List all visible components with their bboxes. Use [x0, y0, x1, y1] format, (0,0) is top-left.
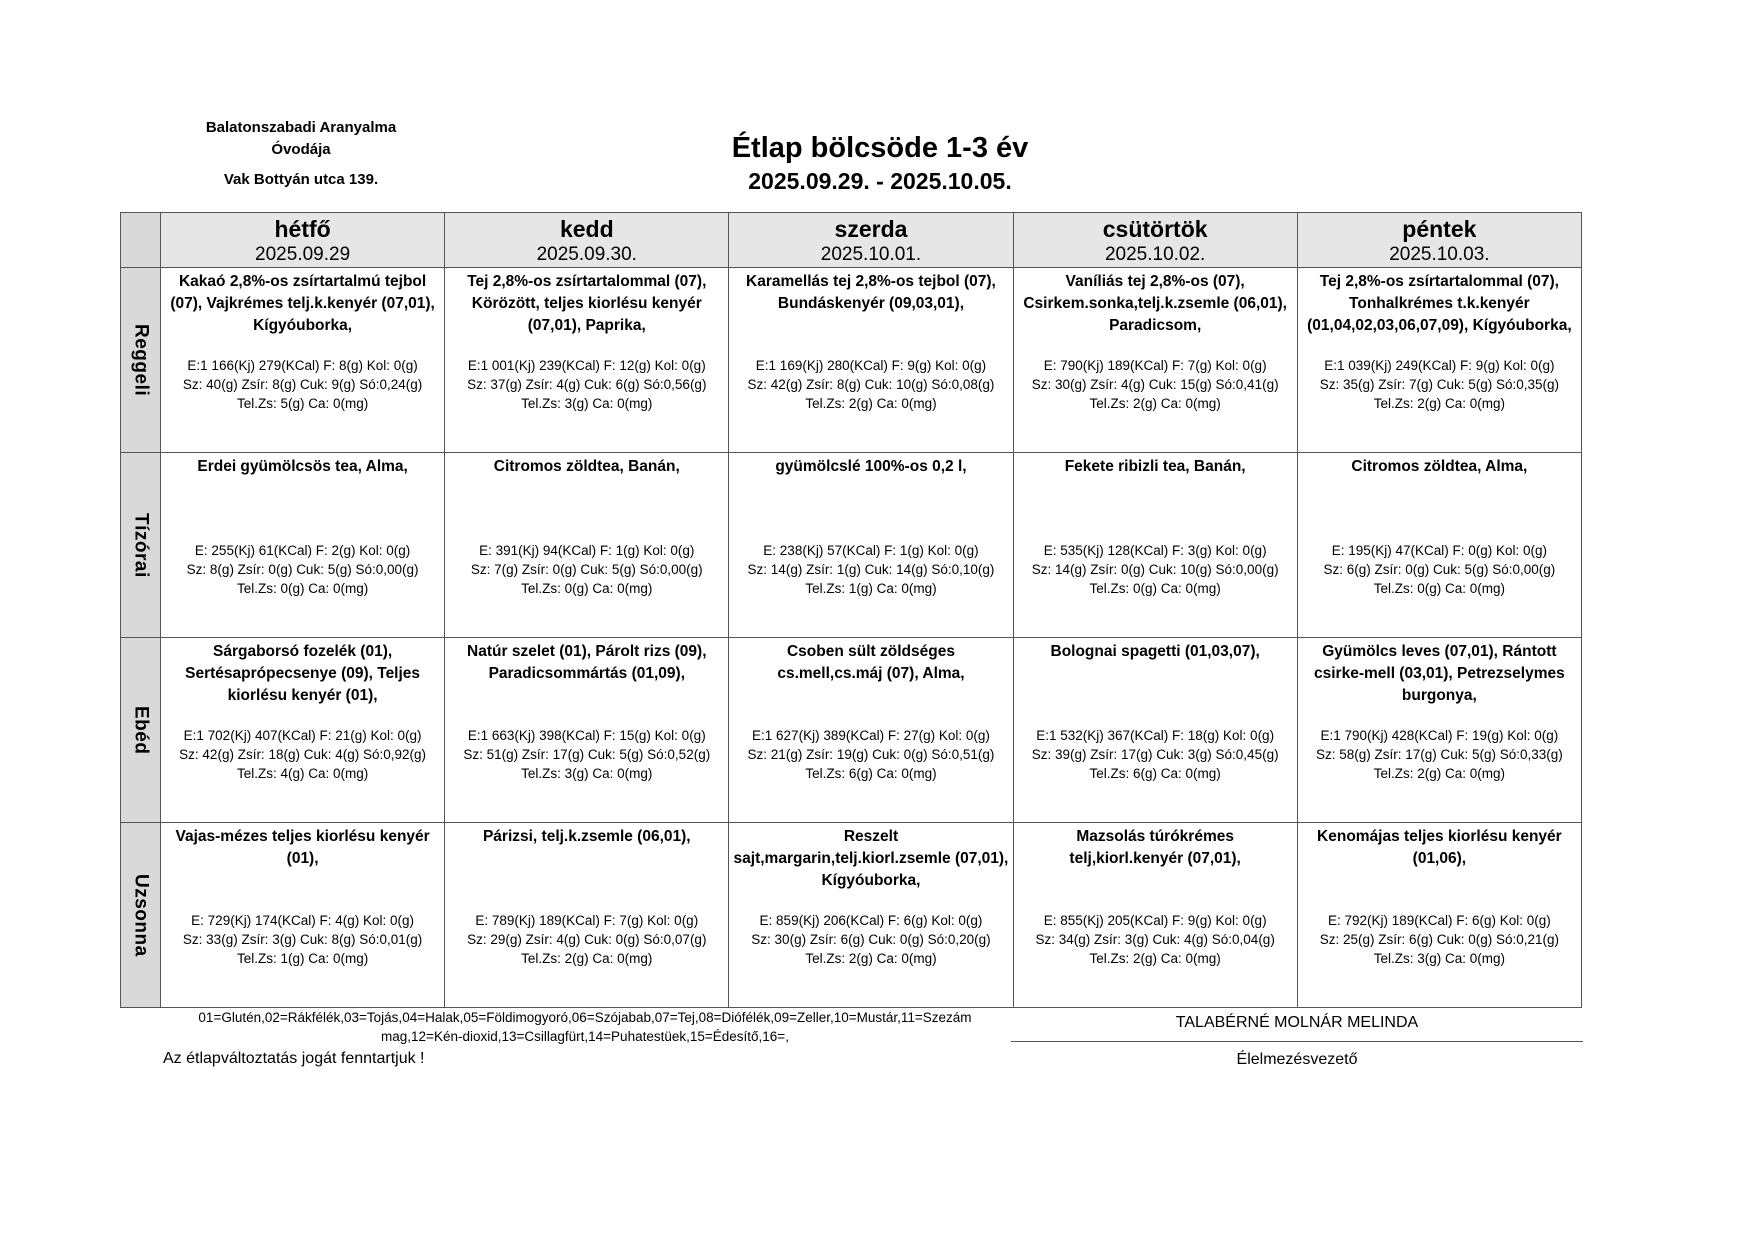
nutrition-info: E:1 663(Kj) 398(KCal) F: 15(g) Kol: 0(g) Sz: 51(g) Zsír: 17(g) Cuk: 5(g) Só:0,52(g) Tel.Zs: 3(g) Ca: 0(mg)	[463, 728, 711, 781]
signer-role: Élelmezésvezető	[1236, 1051, 1358, 1068]
food-text: Citromos zöldtea, Alma,	[1351, 458, 1528, 475]
menu-cell	[161, 268, 445, 453]
nutrition-info: E:1 627(Kj) 389(KCal) F: 27(g) Kol: 0(g) Sz: 21(g) Zsír: 19(g) Cuk: 0(g) Só:0,51(g) Tel.Zs: 6(g) Ca: 0(mg)	[747, 728, 995, 781]
day-header-4	[1297, 213, 1581, 268]
menu-cell	[1297, 823, 1581, 1008]
nutrition-info: E:1 532(Kj) 367(KCal) F: 18(g) Kol: 0(g) Sz: 39(g) Zsír: 17(g) Cuk: 3(g) Só:0,45(g) Tel.Zs: 6(g) Ca: 0(mg)	[1031, 728, 1279, 781]
day-name: szerda	[834, 216, 908, 242]
meal-row-tizorai	[121, 453, 1582, 638]
meal-label: Reggeli	[121, 268, 161, 453]
nutrition-info: E: 391(Kj) 94(KCal) F: 1(g) Kol: 0(g) Sz: 7(g) Zsír: 0(g) Cuk: 5(g) Só:0,00(g) Tel.Zs: 0(g) Ca: 0(mg)	[470, 543, 703, 596]
nutrition-info: E: 792(Kj) 189(KCal) F: 6(g) Kol: 0(g) Sz: 25(g) Zsír: 6(g) Cuk: 0(g) Só:0,21(g) Tel.Zs: 3(g) Ca: 0(mg)	[1319, 913, 1560, 966]
nutrition-info: E:1 169(Kj) 280(KCal) F: 9(g) Kol: 0(g) Sz: 42(g) Zsír: 8(g) Cuk: 10(g) Só:0,08(g) Tel.Zs: 2(g) Ca: 0(mg)	[747, 358, 995, 411]
menu-cell	[1297, 638, 1581, 823]
nutrition-info: E:1 001(Kj) 239(KCal) F: 12(g) Kol: 0(g) Sz: 37(g) Zsír: 4(g) Cuk: 6(g) Só:0,56(g) Tel.Zs: 3(g) Ca: 0(mg)	[467, 358, 707, 411]
food-text: Vaníliás tej 2,8%-os (07), Csirkem.sonka,telj.k.zsemle (06,01), Paradicsom,	[1023, 273, 1287, 334]
nutrition-info: E: 855(Kj) 205(KCal) F: 9(g) Kol: 0(g) Sz: 34(g) Zsír: 3(g) Cuk: 4(g) Só:0,04(g) Tel.Zs: 2(g) Ca: 0(mg)	[1035, 913, 1275, 966]
meal-row-ebed	[121, 638, 1582, 823]
food-text: Erdei gyümölcsös tea, Alma,	[197, 458, 408, 475]
day-date: 2025.10.02.	[1104, 244, 1206, 265]
day-header-3	[1013, 213, 1297, 268]
menu-cell	[445, 453, 729, 638]
menu-cell	[1013, 638, 1297, 823]
menu-cell	[161, 453, 445, 638]
nutrition-info: E:1 790(Kj) 428(KCal) F: 19(g) Kol: 0(g) Sz: 58(g) Zsír: 17(g) Cuk: 5(g) Só:0,33(g) Tel.Zs: 2(g) Ca: 0(mg)	[1315, 728, 1563, 781]
nutrition-info: E:1 039(Kj) 249(KCal) F: 9(g) Kol: 0(g) Sz: 35(g) Zsír: 7(g) Cuk: 5(g) Só:0,35(g) Tel.Zs: 2(g) Ca: 0(mg)	[1319, 358, 1560, 411]
day-header-0	[161, 213, 445, 268]
menu-cell	[729, 823, 1013, 1008]
day-date: 2025.09.30.	[536, 244, 637, 265]
nutrition-info: E: 255(Kj) 61(KCal) F: 2(g) Kol: 0(g) Sz: 8(g) Zsír: 0(g) Cuk: 5(g) Só:0,00(g) Tel.Zs: 0(g) Ca: 0(mg)	[186, 543, 419, 596]
menu-cell	[1013, 823, 1297, 1008]
food-text: Natúr szelet (01), Párolt rizs (09), Paradicsommártás (01,09),	[467, 643, 707, 682]
food-text: Fekete ribizli tea, Banán,	[1064, 458, 1246, 475]
nutrition-info: E: 790(Kj) 189(KCal) F: 7(g) Kol: 0(g) Sz: 30(g) Zsír: 4(g) Cuk: 15(g) Só:0,41(g) Tel.Zs: 2(g) Ca: 0(mg)	[1031, 358, 1279, 411]
nutrition-info: E: 729(Kj) 174(KCal) F: 4(g) Kol: 0(g) Sz: 33(g) Zsír: 3(g) Cuk: 8(g) Só:0,01(g) Tel.Zs: 1(g) Ca: 0(mg)	[182, 913, 423, 966]
nutrition-info: E:1 166(Kj) 279(KCal) F: 8(g) Kol: 0(g) Sz: 40(g) Zsír: 8(g) Cuk: 9(g) Só:0,24(g) Tel.Zs: 5(g) Ca: 0(mg)	[182, 358, 423, 411]
menu-cell	[1013, 453, 1297, 638]
food-text: Csoben sült zöldséges cs.mell,cs.máj (07), Alma,	[777, 643, 965, 682]
nutrition-info: E: 195(Kj) 47(KCal) F: 0(g) Kol: 0(g) Sz: 6(g) Zsír: 0(g) Cuk: 5(g) Só:0,00(g) Tel.Zs: 0(g) Ca: 0(mg)	[1323, 543, 1556, 596]
food-text: Párizsi, telj.k.zsemle (06,01),	[482, 828, 691, 845]
nutrition-info: E: 535(Kj) 128(KCal) F: 3(g) Kol: 0(g) Sz: 14(g) Zsír: 0(g) Cuk: 10(g) Só:0,00(g) Tel.Zs: 0(g) Ca: 0(mg)	[1031, 543, 1279, 596]
institution-address: Vak Bottyán utca 139.	[223, 171, 379, 188]
page-title: Étlap bölcsöde 1-3 év	[731, 132, 1029, 164]
meal-row-uzsonna	[121, 823, 1582, 1008]
food-text: Sárgaborsó fozelék (01), Sertésaprópecsenye (09), Teljes kiorlésu kenyér (01),	[185, 643, 421, 704]
allergen-legend: 01=Glutén,02=Rákfélék,03=Tojás,04=Halak,05=Földimogyoró,06=Szójabab,07=Tej,08=Diófélék,09=Zeller,10=Mustár,11=Szezám mag,12=Kén-dioxid,13=Csillagfürt,14=Puhatestüek,15=Édesítő,16=,	[198, 1010, 972, 1044]
nutrition-info: E: 238(Kj) 57(KCal) F: 1(g) Kol: 0(g) Sz: 14(g) Zsír: 1(g) Cuk: 14(g) Só:0,10(g) Tel.Zs: 1(g) Ca: 0(mg)	[747, 543, 995, 596]
day-header-row	[121, 213, 1582, 268]
food-text: gyümölcslé 100%-os 0,2 l,	[775, 458, 967, 475]
food-text: Citromos zöldtea, Banán,	[493, 458, 680, 475]
day-name: péntek	[1402, 216, 1477, 242]
food-text: Gyümölcs leves (07,01), Rántott csirke-mell (03,01), Petrezselymes burgonya,	[1314, 643, 1565, 704]
food-text: Reszelt sajt,margarin,telj.kiorl.zsemle (07,01), Kígyóuborka,	[733, 828, 1009, 889]
menu-cell	[1297, 453, 1581, 638]
institution-block	[180, 117, 422, 191]
corner-cell	[121, 213, 161, 268]
meal-row-reggeli	[121, 268, 1582, 453]
food-text: Mazsolás túrókrémes telj,kiorl.kenyér (07,01),	[1069, 828, 1241, 867]
menu-cell	[729, 638, 1013, 823]
menu-cell	[729, 268, 1013, 453]
menu-cell	[445, 268, 729, 453]
signer-name: TALABÉRNÉ MOLNÁR MELINDA	[1011, 1010, 1583, 1042]
food-text: Tej 2,8%-os zsírtartalommal (07), Tonhalkrémes t.k.kenyér (01,04,02,03,06,07,09), Kígyóuborka,	[1307, 273, 1572, 334]
menu-cell	[729, 453, 1013, 638]
food-text: Kenomájas teljes kiorlésu kenyér (01,06),	[1317, 828, 1562, 867]
menu-cell	[161, 638, 445, 823]
day-date: 2025.10.03.	[1389, 244, 1490, 265]
meal-label: Uzsonna	[121, 823, 161, 1008]
food-text: Tej 2,8%-os zsírtartalommal (07), Körözött, teljes kiorlésu kenyér (07,01), Paprika,	[467, 273, 707, 334]
day-name: csütörtök	[1102, 216, 1208, 242]
day-header-1	[445, 213, 729, 268]
menu-table	[120, 212, 1582, 1008]
nutrition-info: E: 789(Kj) 189(KCal) F: 7(g) Kol: 0(g) Sz: 29(g) Zsír: 4(g) Cuk: 0(g) Só:0,07(g) Tel.Zs: 2(g) Ca: 0(mg)	[467, 913, 707, 966]
nutrition-info: E:1 702(Kj) 407(KCal) F: 21(g) Kol: 0(g) Sz: 42(g) Zsír: 18(g) Cuk: 4(g) Só:0,92(g) Tel.Zs: 4(g) Ca: 0(mg)	[179, 728, 427, 781]
date-range: 2025.09.29. - 2025.10.05.	[748, 168, 1012, 194]
meal-label: Ebéd	[121, 638, 161, 823]
meal-label: Tízórai	[121, 453, 161, 638]
food-text: Kakaó 2,8%-os zsírtartalmú tejbol (07), Vajkrémes telj.k.kenyér (07,01), Kígyóuborka,	[170, 273, 435, 334]
title-block	[620, 130, 1140, 196]
day-name: kedd	[559, 216, 614, 242]
change-notice: Az étlapváltoztatás jogát fenntartjuk !	[163, 1050, 425, 1067]
menu-cell	[445, 638, 729, 823]
day-date: 2025.10.01.	[820, 244, 922, 265]
day-header-2	[729, 213, 1013, 268]
menu-cell	[1013, 268, 1297, 453]
food-text: Bolognai spagetti (01,03,07),	[1050, 643, 1260, 660]
menu-cell	[1297, 268, 1581, 453]
institution-name: Balatonszabadi Aranyalma Óvodája	[205, 119, 397, 158]
menu-cell	[161, 823, 445, 1008]
food-text: Karamellás tej 2,8%-os tejbol (07), Bundáskenyér (09,03,01),	[746, 273, 996, 312]
nutrition-info: E: 859(Kj) 206(KCal) F: 6(g) Kol: 0(g) Sz: 30(g) Zsír: 6(g) Cuk: 0(g) Só:0,20(g) Tel.Zs: 2(g) Ca: 0(mg)	[751, 913, 991, 966]
food-text: Vajas-mézes teljes kiorlésu kenyér (01),	[175, 828, 430, 867]
day-date: 2025.09.29	[255, 244, 351, 265]
menu-cell	[445, 823, 729, 1008]
day-name: hétfő	[274, 216, 331, 242]
